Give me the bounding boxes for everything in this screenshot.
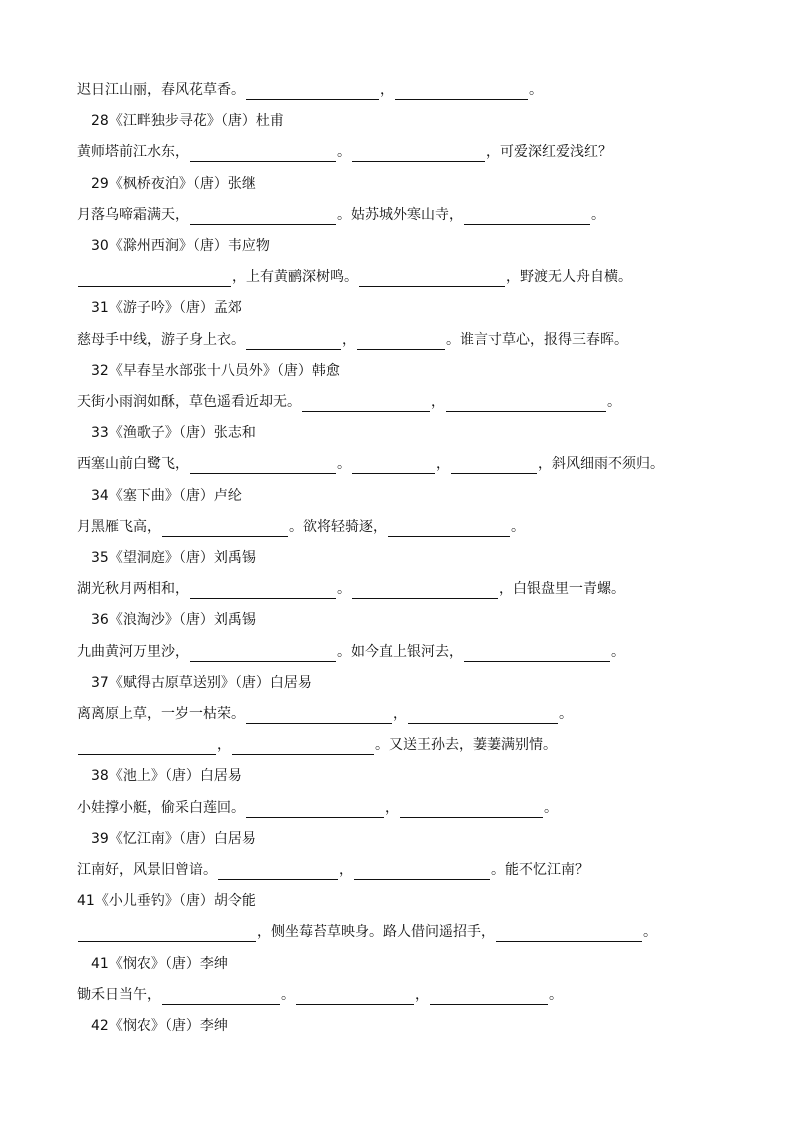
- fill-in-line: [0, 642, 794, 662]
- poem-title-line: [0, 954, 794, 974]
- answer-blank[interactable]: [246, 801, 384, 818]
- answer-blank[interactable]: [296, 988, 414, 1005]
- poem-text: ，: [342, 332, 356, 348]
- poem-title-line: [0, 361, 794, 381]
- poem-title: 32《早春呈水部张十八员外》（唐）韩愈: [91, 363, 340, 379]
- poem-text: 九曲黄河万里沙，: [77, 644, 189, 660]
- poem-title: 30《滁州西涧》（唐）韦应物: [91, 238, 270, 254]
- answer-blank[interactable]: [352, 145, 485, 162]
- poem-title-line: [0, 174, 794, 194]
- poem-text: 月黑雁飞高，: [77, 519, 161, 535]
- fill-in-line: [0, 735, 794, 755]
- poem-title-line: [0, 486, 794, 506]
- answer-blank[interactable]: [78, 738, 216, 755]
- poem-text: 。: [337, 581, 351, 597]
- poem-text: ，白银盘里一青螺。: [499, 581, 625, 597]
- poem-title: 38《池上》（唐）白居易: [91, 768, 242, 784]
- fill-in-line: [0, 205, 794, 225]
- poem-title: 31《游子吟》（唐）孟郊: [91, 300, 242, 316]
- poem-text: 。: [591, 207, 605, 223]
- poem-text: 离离原上草，一岁一枯荣。: [77, 706, 245, 722]
- poem-title-line: [0, 111, 794, 131]
- poem-text: 。欲将轻骑逐，: [289, 519, 387, 535]
- answer-blank[interactable]: [190, 145, 336, 162]
- poem-text: 。谁言寸草心，报得三春晖。: [446, 332, 628, 348]
- poem-text: ，: [431, 394, 445, 410]
- poem-text: 迟日江山丽，春风花草香。: [77, 82, 245, 98]
- poem-text: 。: [544, 800, 558, 816]
- poem-title: 35《望洞庭》（唐）刘禹锡: [91, 550, 256, 566]
- answer-blank[interactable]: [354, 863, 490, 880]
- answer-blank[interactable]: [400, 801, 543, 818]
- poem-title-line: [0, 829, 794, 849]
- poem-title-line: [0, 548, 794, 568]
- poem-title-line: [0, 298, 794, 318]
- poem-text: 月落乌啼霜满天，: [77, 207, 189, 223]
- answer-blank[interactable]: [430, 988, 548, 1005]
- fill-in-line: [0, 922, 794, 942]
- poem-text: 。姑苏城外寒山寺，: [337, 207, 463, 223]
- answer-blank[interactable]: [246, 83, 379, 100]
- poem-text: ，上有黄鹂深树鸣。: [232, 269, 358, 285]
- poem-text: 。: [607, 394, 621, 410]
- fill-in-line: [0, 704, 794, 724]
- poem-title-line: [0, 610, 794, 630]
- answer-blank[interactable]: [464, 645, 610, 662]
- poem-title-line: [0, 766, 794, 786]
- poem-text: 。: [281, 987, 295, 1003]
- fill-in-line: [0, 267, 794, 287]
- answer-blank[interactable]: [388, 520, 510, 537]
- answer-blank[interactable]: [190, 582, 336, 599]
- answer-blank[interactable]: [78, 925, 256, 942]
- poem-text: 。又送王孙去，萋萋满别情。: [375, 737, 557, 753]
- poem-text: ，斜风细雨不须归。: [538, 456, 664, 472]
- poem-text: 。: [549, 987, 563, 1003]
- poem-text: ，: [415, 987, 429, 1003]
- poem-text: 锄禾日当午，: [77, 987, 161, 1003]
- answer-blank[interactable]: [246, 707, 392, 724]
- poem-text: ，: [380, 82, 394, 98]
- poem-text: ，: [217, 737, 231, 753]
- answer-blank[interactable]: [162, 520, 288, 537]
- answer-blank[interactable]: [190, 645, 336, 662]
- poem-title: 41《小儿垂钓》（唐）胡令能: [77, 893, 256, 909]
- poem-text: 江南好，风景旧曾谙。: [77, 862, 217, 878]
- answer-blank[interactable]: [496, 925, 642, 942]
- answer-blank[interactable]: [451, 457, 537, 474]
- answer-blank[interactable]: [359, 270, 505, 287]
- poem-text: 天街小雨润如酥，草色遥看近却无。: [77, 394, 301, 410]
- poem-title: 41《悯农》（唐）李绅: [91, 956, 228, 972]
- poem-title: 34《塞下曲》（唐）卢纶: [91, 488, 242, 504]
- poem-text: ，: [385, 800, 399, 816]
- poem-text: 西塞山前白鹭飞，: [77, 456, 189, 472]
- poem-title-line: [0, 1016, 794, 1036]
- poem-text: ，可爱深红爱浅红？: [486, 144, 612, 160]
- answer-blank[interactable]: [246, 333, 341, 350]
- answer-blank[interactable]: [302, 395, 430, 412]
- answer-blank[interactable]: [232, 738, 374, 755]
- poem-title-line: [0, 236, 794, 256]
- poem-text: 慈母手中线，游子身上衣。: [77, 332, 245, 348]
- poem-text: 湖光秋月两相和，: [77, 581, 189, 597]
- fill-in-line: [0, 80, 794, 100]
- poem-text: 。: [611, 644, 625, 660]
- poem-title: 29《枫桥夜泊》（唐）张继: [91, 176, 256, 192]
- answer-blank[interactable]: [162, 988, 280, 1005]
- poem-text: 。如今直上银河去，: [337, 644, 463, 660]
- fill-in-line: [0, 454, 794, 474]
- poem-text: 。: [529, 82, 543, 98]
- answer-blank[interactable]: [357, 333, 445, 350]
- answer-blank[interactable]: [352, 582, 498, 599]
- poem-text: ，: [393, 706, 407, 722]
- poem-title: 33《渔歌子》（唐）张志和: [91, 425, 256, 441]
- poem-text: 。能不忆江南？: [491, 862, 589, 878]
- answer-blank[interactable]: [446, 395, 606, 412]
- poem-text: 。: [337, 456, 351, 472]
- poem-text: ，野渡无人舟自横。: [506, 269, 632, 285]
- answer-blank[interactable]: [190, 208, 336, 225]
- answer-blank[interactable]: [464, 208, 590, 225]
- poem-title-line: [0, 423, 794, 443]
- poem-text: ，: [339, 862, 353, 878]
- poem-text: 。: [337, 144, 351, 160]
- poem-text: 黄师塔前江水东，: [77, 144, 189, 160]
- fill-in-line: [0, 330, 794, 350]
- poem-title: 37《赋得古原草送别》（唐）白居易: [91, 675, 312, 691]
- answer-blank[interactable]: [190, 457, 336, 474]
- answer-blank[interactable]: [78, 270, 231, 287]
- poem-text: 小娃撑小艇，偷采白莲回。: [77, 800, 245, 816]
- fill-in-line: [0, 798, 794, 818]
- poem-title-line: [0, 891, 794, 911]
- poem-text: ，侧坐莓苔草映身。路人借问遥招手，: [257, 924, 495, 940]
- poem-text: 。: [511, 519, 525, 535]
- poem-text: 。: [559, 706, 573, 722]
- fill-in-line: [0, 579, 794, 599]
- answer-blank[interactable]: [218, 863, 338, 880]
- fill-in-line: [0, 517, 794, 537]
- poem-title-line: [0, 673, 794, 693]
- answer-blank[interactable]: [352, 457, 435, 474]
- answer-blank[interactable]: [408, 707, 558, 724]
- fill-in-line: [0, 985, 794, 1005]
- fill-in-line: [0, 142, 794, 162]
- fill-in-line: [0, 860, 794, 880]
- fill-in-line: [0, 392, 794, 412]
- poem-title: 36《浪淘沙》（唐）刘禹锡: [91, 612, 256, 628]
- poem-text: 。: [643, 924, 657, 940]
- poem-text: ，: [436, 456, 450, 472]
- poem-title: 28《江畔独步寻花》（唐）杜甫: [91, 113, 284, 129]
- poem-title: 42《悯农》（唐）李绅: [91, 1018, 228, 1034]
- answer-blank[interactable]: [395, 83, 528, 100]
- poem-title: 39《忆江南》（唐）白居易: [91, 831, 256, 847]
